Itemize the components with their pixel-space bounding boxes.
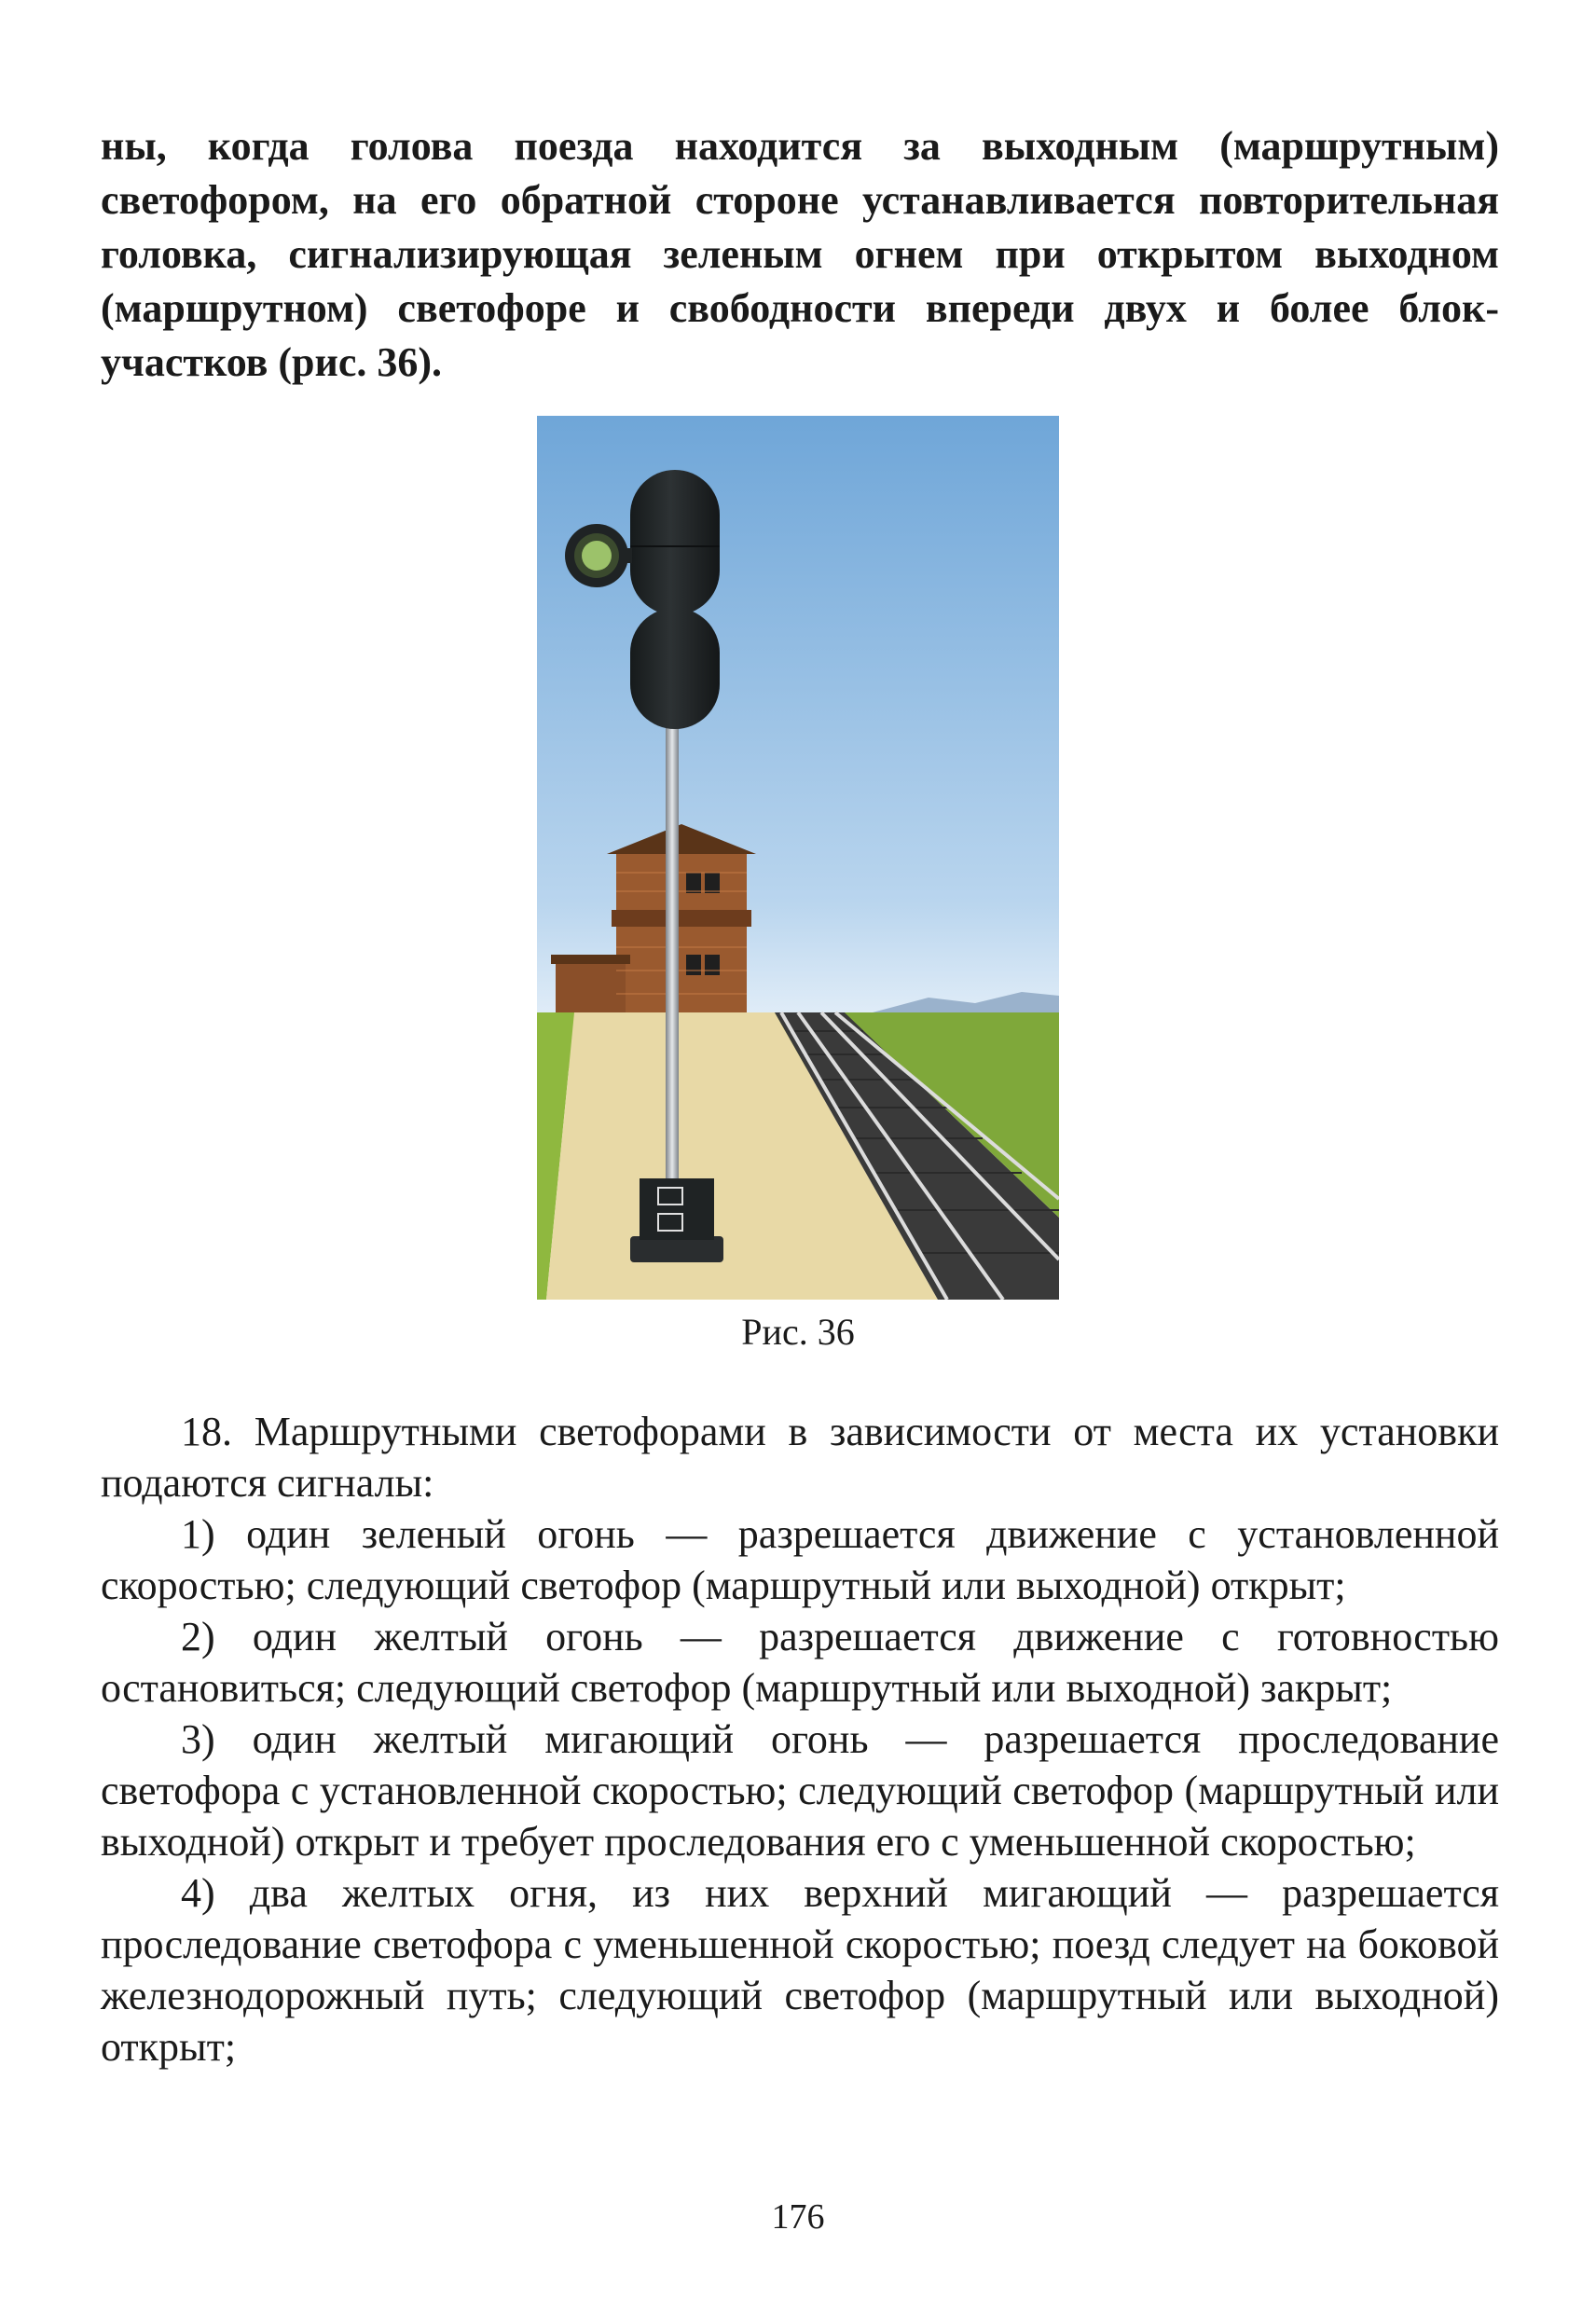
paragraph: 2) один желтый огонь — разрешается движение с готовностью остановиться; следующий светофор (маршрутный или выходной) закрыт; (101, 1614, 1499, 1711)
intro-paragraph: ны, когда голова поезда находится за выходным (маршрутным) светофором, на его обратной стороне устанавливается повторительная головка, сигнализирующая зеленым огнем при открытом выходном (маршрутном) светофоре и свободности впереди двух и более блок-участков (рис. 36). (101, 123, 1499, 385)
page-number: 176 (771, 2197, 825, 2237)
signal-head-upper (630, 470, 720, 615)
paragraph: 4) два желтых огня, из них верхний мигающий — разрешается проследование светофора с уменьшенной скоростью; поезд следует на боковой железнодорожный путь; следующий светофор (маршрутный или выходной) открыт; (101, 1870, 1499, 2070)
signal-head-lower (630, 608, 720, 729)
signal-base (630, 1178, 723, 1262)
paragraph: 3) один желтый мигающий огонь — разрешается проследование светофора с установленной скоростью; следующий светофор (маршрутный или выходной) открыт и требует проследования его с уменьшенной скоростью; (101, 1716, 1499, 1865)
green-light-icon (582, 541, 612, 571)
paragraph: 1) один зеленый огонь — разрешается движение с установленной скоростью; следующий светофор (маршрутный или выходной) открыт; (101, 1511, 1499, 1608)
signal-mast (666, 723, 679, 1190)
figure-caption: Рис. 36 (741, 1311, 855, 1353)
section-18-text (101, 1406, 1499, 2072)
figure-36-illustration (537, 416, 1059, 1300)
signal-illustration (537, 416, 1059, 1300)
paragraph: 18. Маршрутными светофорами в зависимости от места их установки подаются сигналы: (101, 1409, 1499, 1506)
